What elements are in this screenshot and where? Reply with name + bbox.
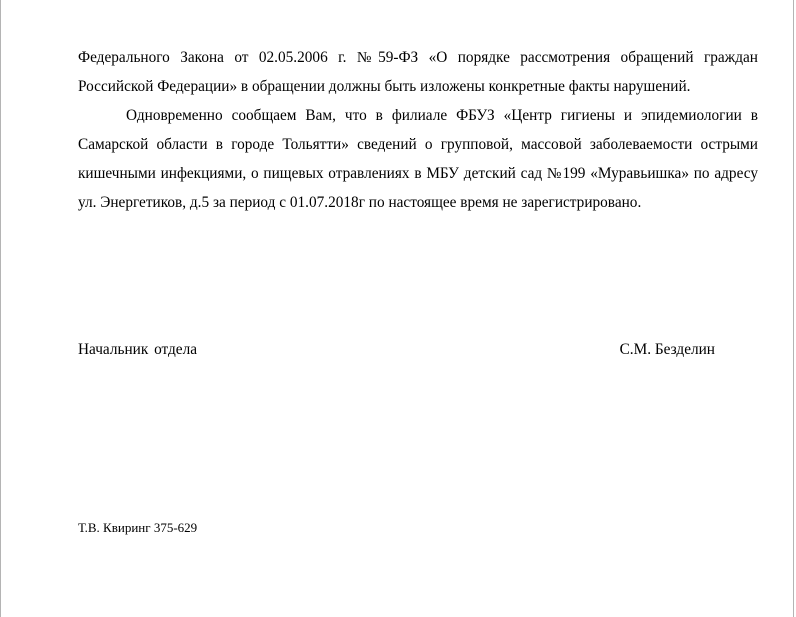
paragraph-notification: Одновременно сообщаем Вам, что в филиале ФБУЗ «Центр гигиены и эпидемиологии в Самарской области в городе Тольятти» сведений о групповой, массовой заболеваемости острыми кишечными инфекциями, о пищевых отравлениях в МБУ детский сад №199 «Муравьишка» по адресу ул. Энергетиков, д.5 за период с 01.07.2018г по настоящее время не зарегистрировано. <box>78 107 758 211</box>
letter-body <box>78 43 758 217</box>
signatory-name: С.М. Безделин <box>619 341 715 358</box>
signatory-position: Начальник отдела <box>78 341 198 358</box>
signature-block <box>78 338 715 362</box>
executor-contact: Т.В. Квиринг 375-629 <box>78 520 198 535</box>
paragraph-law-reference: Федерального Закона от 02.05.2006 г. №59-ФЗ «О порядке рассмотрения обращений граждан Российской Федерации» в обращении должны быть изложены конкретные факты нарушений. <box>78 49 758 95</box>
